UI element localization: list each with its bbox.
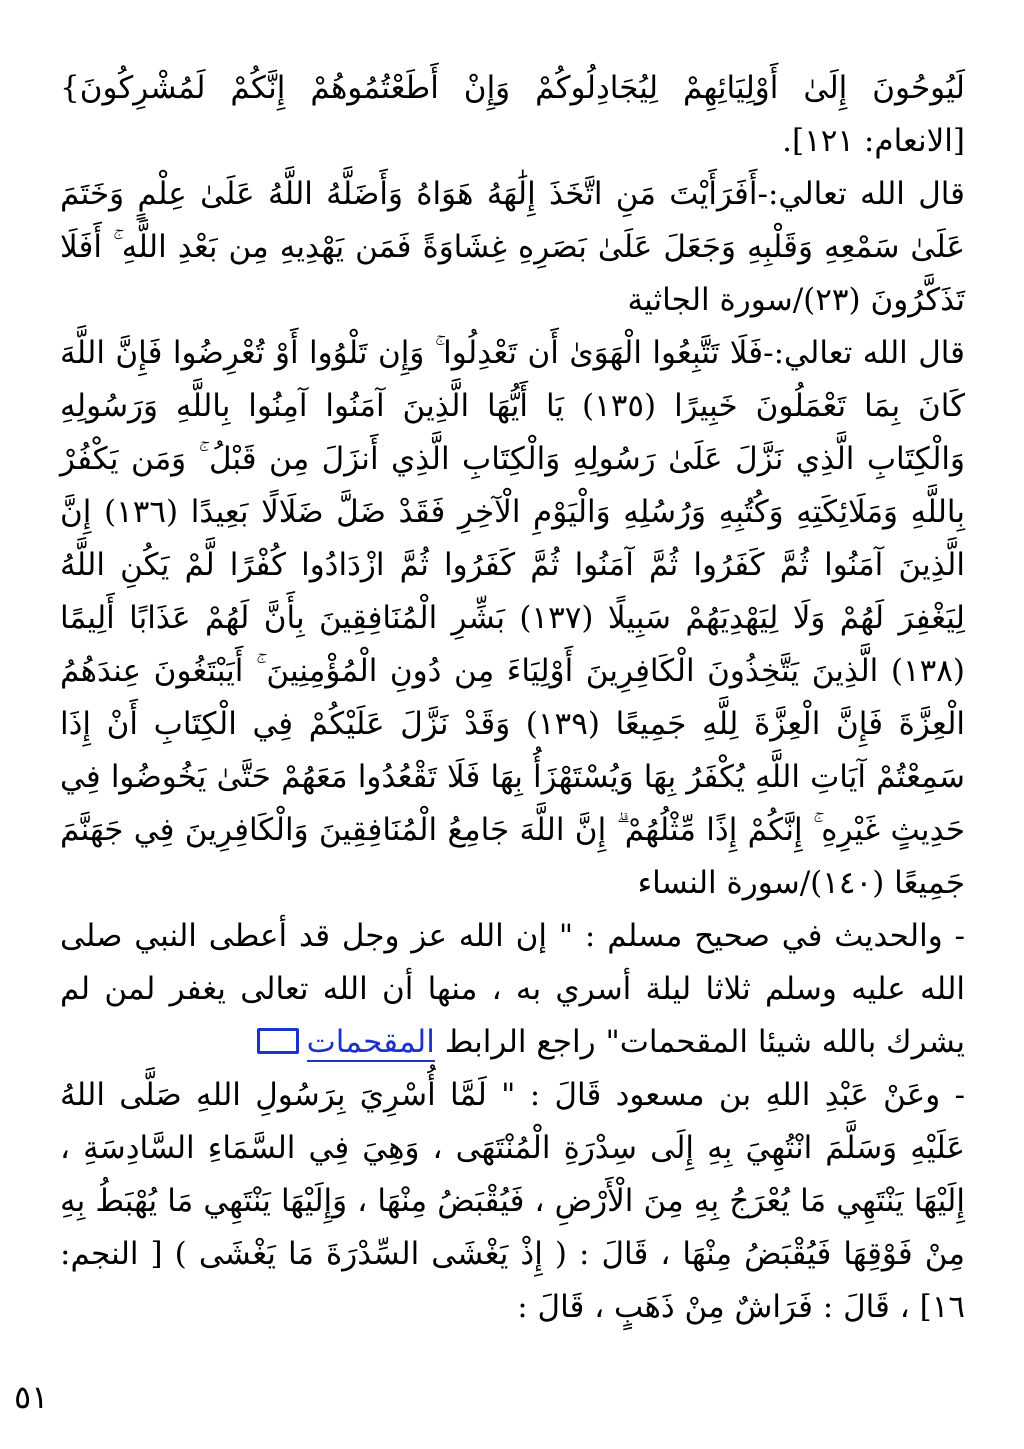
muqhimat-link[interactable]: المقحمات <box>306 1024 435 1060</box>
paragraph-verse-jathiya: قال الله تعالي:-أَفَرَأَيْتَ مَنِ اتَّخَذَ إِلَٰهَهُ هَوَاهُ وَأَضَلَّهُ اللَّهُ عَلَىٰ عِلْمٍ وَخَتَمَ عَلَىٰ سَمْعِهِ وَقَلْبِهِ وَجَعَلَ عَلَىٰ بَصَرِهِ غِشَاوَةً فَمَن يَهْدِيهِ مِن بَعْدِ اللَّهِ ۚ أَفَلَا تَذَكَّرُونَ (٢٣)/سورة الجاثية <box>60 176 965 318</box>
link-box-icon[interactable] <box>257 1028 299 1054</box>
hadith-text: - والحديث في صحيح مسلم : " إن الله عز وجل قد أعطى النبي صلى الله عليه وسلم ثلاثا ليلة أسري به ، منها أن الله تعالى يغفر لمن لم يشرك بالله شيئا المقحمات" راجع الرابط <box>60 918 965 1060</box>
paragraph-hadith-ibn-masud: - وعَنْ عَبْدِ اللهِ بن مسعود قَالَ : " لَمَّا أُسْرِيَ بِرَسُولِ اللهِ صَلَّى اللهُ عَلَيْهِ وَسَلَّمَ انْتُهِيَ بِهِ إِلَى سِدْرَةِ الْمُنْتَهَى ، وَهِيَ فِي السَّمَاءِ السَّادِسَةِ ، إِلَيْهَا يَنْتَهِي مَا يُعْرَجُ بِهِ مِنَ الْأَرْضِ ، فَيُقْبَضُ مِنْهَا ، وَإِلَيْهَا يَنْتَهِي مَا يُهْبَطُ بِهِ مِنْ فَوْقِهَا فَيُقْبَضُ مِنْهَا ، قَالَ : ( إِذْ يَغْشَى السِّدْرَةَ مَا يَغْشَى ) [ النجم: ١٦] ، قَالَ : فَرَاشٌ مِنْ ذَهَبٍ ، قَالَ : <box>60 1077 965 1325</box>
paragraph-verse-nisa: قال الله تعالي:-فَلَا تَتَّبِعُوا الْهَوَىٰ أَن تَعْدِلُوا ۚ وَإِن تَلْوُوا أَوْ تُعْرِضُوا فَإِنَّ اللَّهَ كَانَ بِمَا تَعْمَلُونَ خَبِيرًا (١٣٥) يَا أَيُّهَا الَّذِينَ آمَنُوا آمِنُوا بِاللَّهِ وَرَسُولِهِ وَالْكِتَابِ الَّذِي نَزَّلَ عَلَىٰ رَسُولِهِ وَالْكِتَابِ الَّذِي أَنزَلَ مِن قَبْلُ ۚ وَمَن يَكْفُرْ بِاللَّهِ وَمَلَائِكَتِهِ وَكُتُبِهِ وَرُسُلِهِ وَالْيَوْمِ الْآخِرِ فَقَدْ ضَلَّ ضَلَالًا بَعِيدًا (١٣٦) إِنَّ الَّذِينَ آمَنُوا ثُمَّ كَفَرُوا ثُمَّ آمَنُوا ثُمَّ كَفَرُوا ثُمَّ ازْدَادُوا كُفْرًا لَّمْ يَكُنِ اللَّهُ لِيَغْفِرَ لَهُمْ وَلَا لِيَهْدِيَهُمْ سَبِيلًا (١٣٧) بَشِّرِ الْمُنَافِقِينَ بِأَنَّ لَهُمْ عَذَابًا أَلِيمًا (١٣٨) الَّذِينَ يَتَّخِذُونَ الْكَافِرِينَ أَوْلِيَاءَ مِن دُونِ الْمُؤْمِنِينَ ۚ أَيَبْتَغُونَ عِندَهُمُ الْعِزَّةَ فَإِنَّ الْعِزَّةَ لِلَّهِ جَمِيعًا (١٣٩) وَقَدْ نَزَّلَ عَلَيْكُمْ فِي الْكِتَابِ أَنْ إِذَا سَمِعْتُمْ آيَاتِ اللَّهِ يُكْفَرُ بِهَا وَيُسْتَهْزَأُ بِهَا فَلَا تَقْعُدُوا مَعَهُمْ حَتَّىٰ يَخُوضُوا فِي حَدِيثٍ غَيْرِهِ ۚ إِنَّكُمْ إِذًا مِّثْلُهُمْ ۗ إِنَّ اللَّهَ جَامِعُ الْمُنَافِقِينَ وَالْكَافِرِينَ فِي جَهَنَّمَ جَمِيعًا (١٤٠)/سورة النساء <box>60 335 966 901</box>
paragraph-hadith-muslim <box>60 910 965 1069</box>
page-number: ٥١ <box>14 1378 49 1416</box>
body-text <box>60 62 965 1334</box>
paragraph-verse-anam: لَيُوحُونَ إِلَىٰ أَوْلِيَائِهِمْ لِيُجَادِلُوكُمْ وَإِنْ أَطَعْتُمُوهُمْ إِنَّكُمْ لَمُشْرِكُونَ} [الانعام: ١٢١]. <box>60 70 965 159</box>
